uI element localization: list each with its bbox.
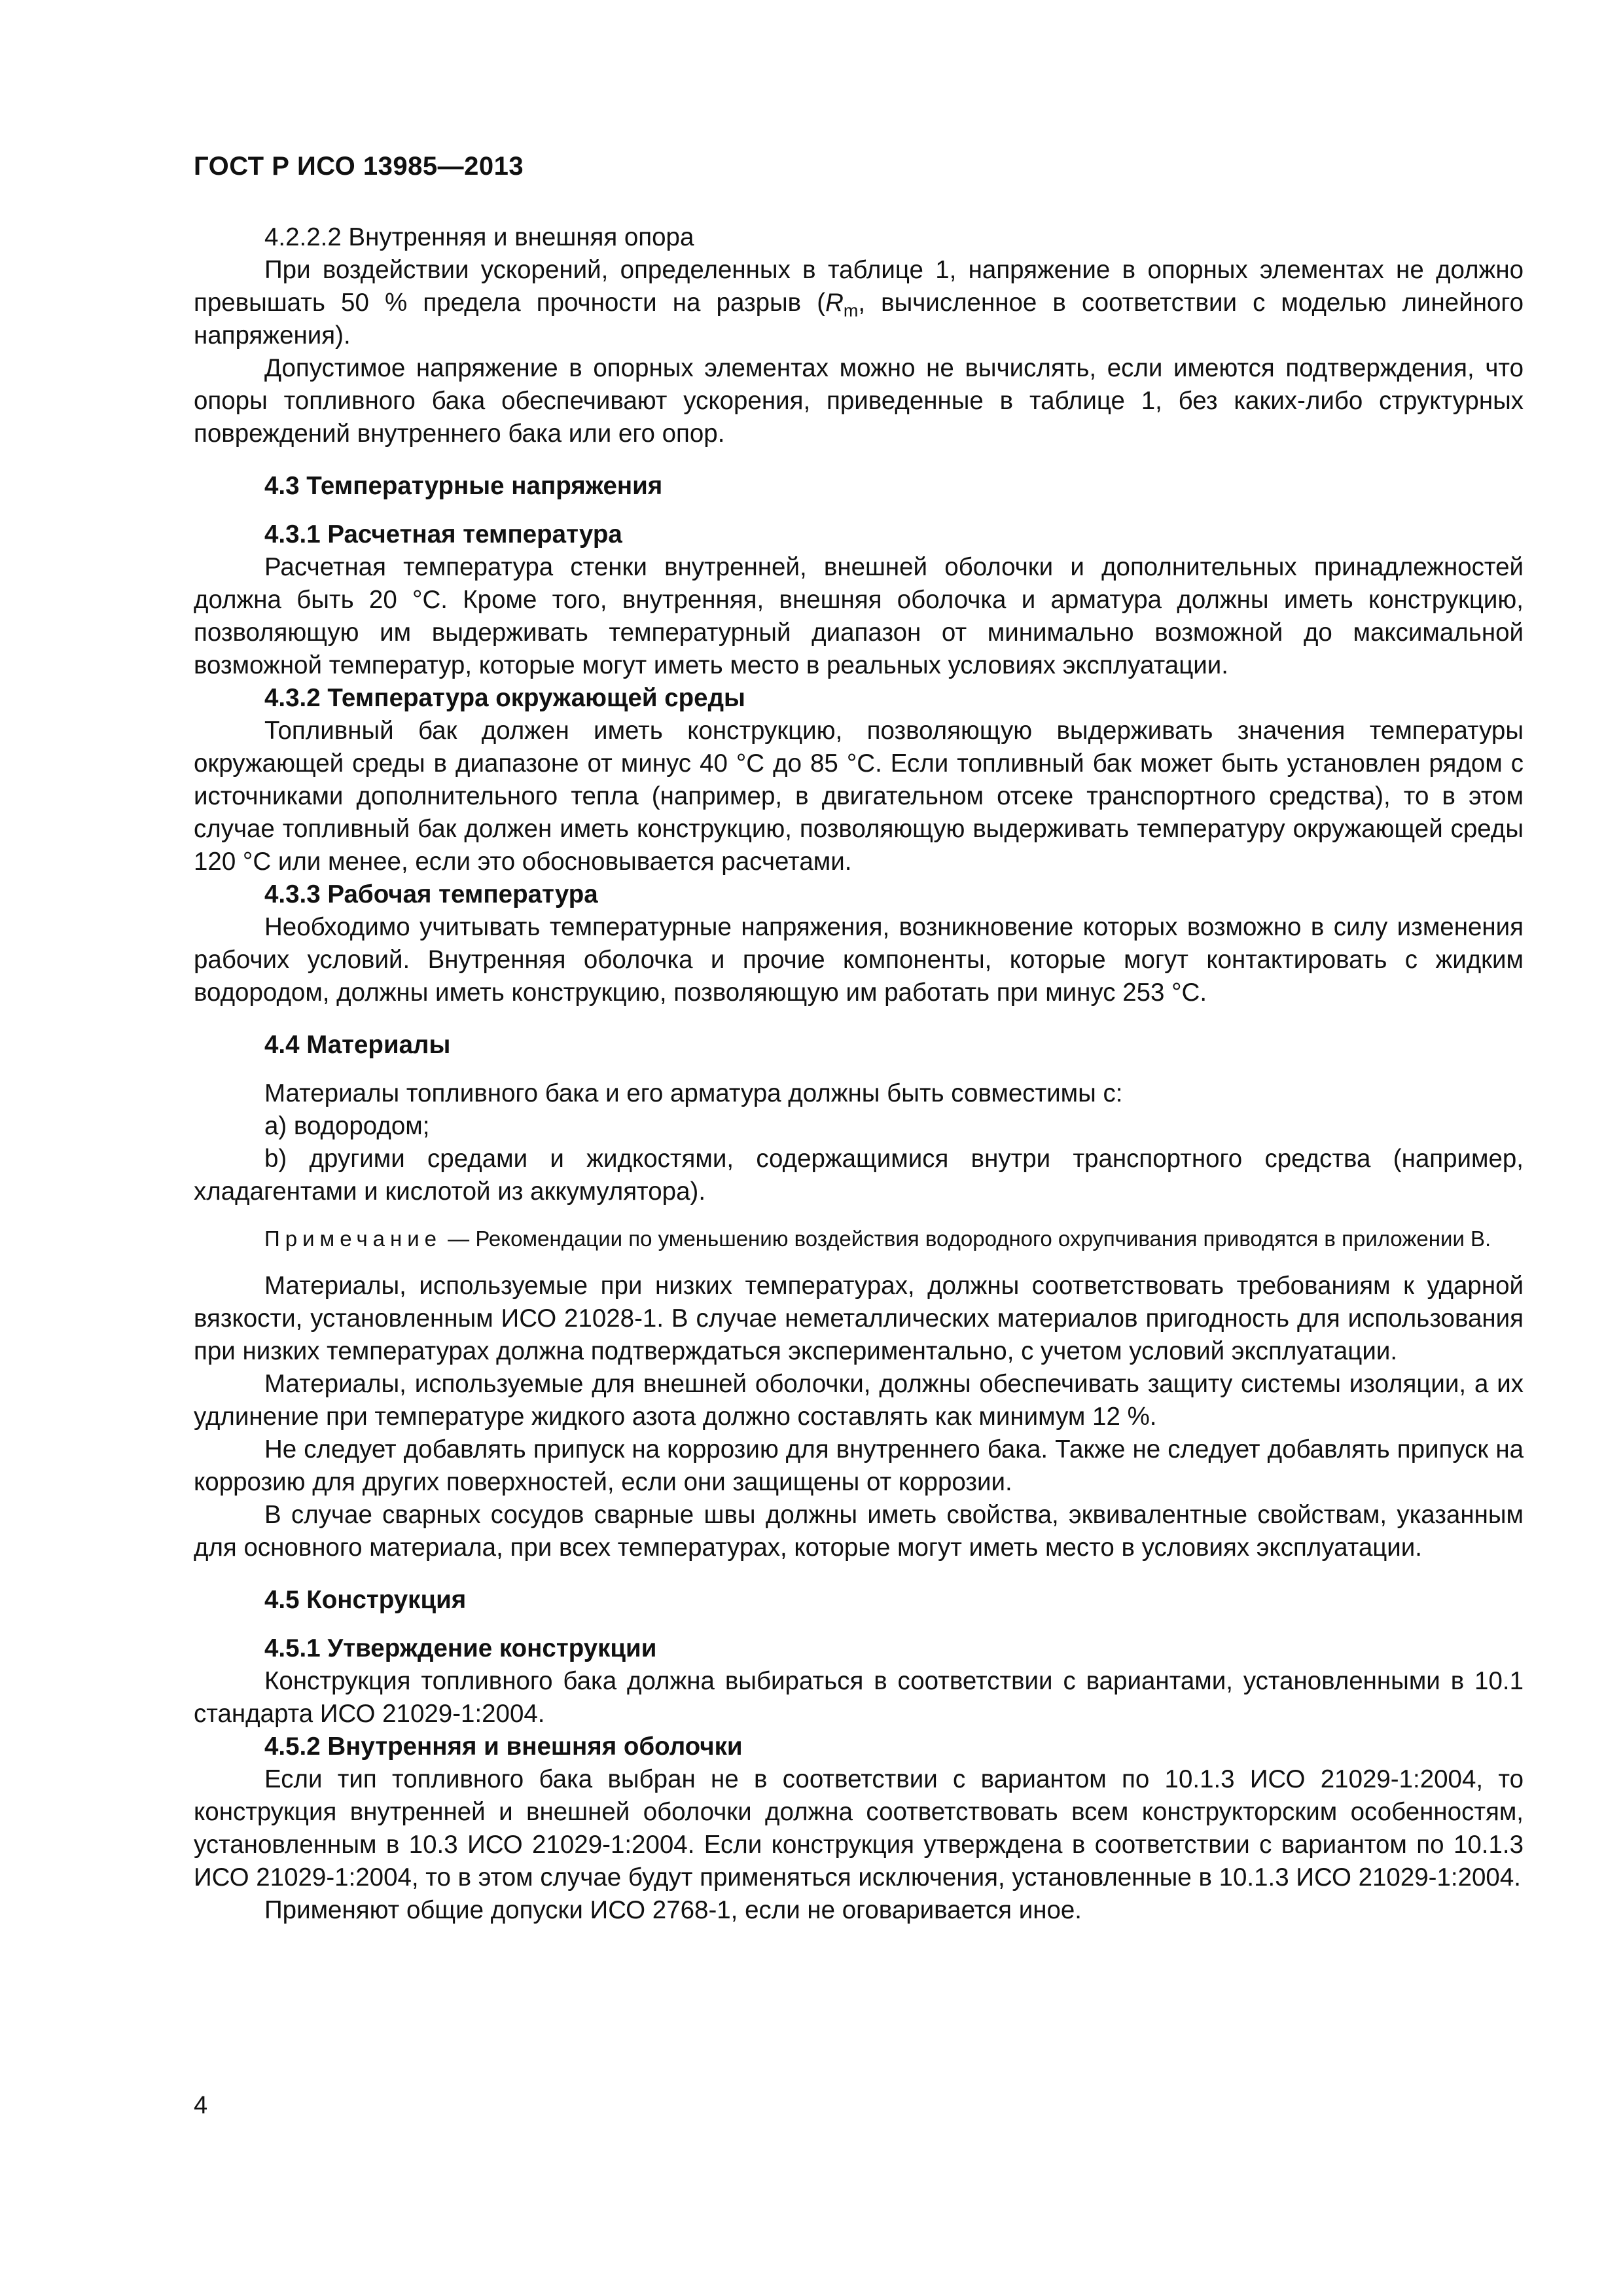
paragraph-allowable-stress: Допустимое напряжение в опорных элементах можно не вычислять, если имеются подтверждения, что опоры топливного бака обеспечивают ускорения, приведенные в таблице 1, без каких-либо структурных повреждений внутреннего бака или его опор. [194,354,1524,448]
page-number: 4 [194,2092,208,2119]
list-item-b: b) другими средами и жидкостями, содержащимися внутри транспортного средства (например, хладагентами и кислотой из аккумулятора). [194,1145,1524,1206]
spacer [194,1009,1524,1029]
paragraph-welded-vessels: В случае сварных сосудов сварные швы должны иметь свойства, эквивалентные свойствам, указанным для основного материала, при всех температурах, которые могут иметь место в условиях эксплуатации. [194,1501,1524,1562]
paragraph-support-stress [194,254,1524,352]
paragraph-materials-intro: Материалы топливного бака и его арматура должны быть совместимы с: [264,1079,1123,1107]
note-label: Примечание [264,1227,442,1251]
paragraph-low-temp-materials: Материалы, используемые при низких температурах, должны соответствовать требованиям к ударной вязкости, установленным ИСО 21028-1. В случае неметаллических материалов пригодность для использования при низких температурах должна подтверждаться экспериментально, с учетом условий эксплуатации. [194,1272,1524,1365]
section-4-3-title: 4.3 Температурные напряжения [264,472,663,500]
spacer [194,1564,1524,1584]
subsection-4-3-2-title: 4.3.2 Температура окружающей среды [264,684,745,712]
note-text: — Рекомендации по уменьшению воздействия водородного охрупчивания приводятся в приложении В. [442,1227,1491,1251]
spacer [194,503,1524,518]
spacer [194,1617,1524,1632]
document-body [194,221,1524,1927]
standard-designation: ГОСТ Р ИСО 13985—2013 [194,152,524,181]
subsection-4-3-1-title: 4.3.1 Расчетная температура [264,520,622,548]
spacer [194,1208,1524,1224]
spacer [194,450,1524,470]
paragraph-outer-shell-materials: Материалы, используемые для внешней оболочки, должны обеспечивать защиту системы изоляции, а их удлинение при температуре жидкого азота должно составлять как минимум 12 %. [194,1370,1524,1431]
section-4-4-title: 4.4 Материалы [264,1031,451,1059]
subsection-4-3-3-title: 4.3.3 Рабочая температура [264,880,598,908]
symbol-subscript-m: m [843,300,859,321]
subsection-4-2-2-2-title: 4.2.2.2 Внутренняя и внешняя опора [264,223,694,251]
paragraph-ambient-temperature: Топливный бак должен иметь конструкцию, позволяющую выдерживать значения температуры окружающей среды в диапазоне от минус 40 °С до 85 °С. Если топливный бак может быть установлен рядом с источниками дополнительного тепла (например, в двигательном отсеке транспортного средства), то в этом случае топливный бак должен иметь конструкцию, позволяющую выдерживать температуру окружающей среды 120 °С или менее, если это обосновывается расчетами. [194,717,1524,876]
spacer [194,1254,1524,1270]
spacer [194,1062,1524,1077]
subsection-4-5-2-title: 4.5.2 Внутренняя и внешняя оболочки [264,1732,743,1761]
symbol-r: R [825,289,844,317]
paragraph-design-approval: Конструкция топливного бака должна выбираться в соответствии с вариантами, установленными в 10.1 стандарта ИСО 21029-1:2004. [194,1667,1524,1728]
paragraph-shell-design: Если тип топливного бака выбран не в соответствии с вариантом по 10.1.3 ИСО 21029-1:2004, то конструкция внутренней и внешней оболочки должна соответствовать всем конструкторским особенностям, установленным в 10.3 ИСО 21029-1:2004. Если конструкция утверждена в соответствии с вариантом по 10.1.3 ИСО 21029-1:2004, то в этом случае будут применяться исключения, установленные в 10.1.3 ИСО 21029-1:2004. [194,1765,1524,1892]
paragraph-corrosion-allowance: Не следует добавлять припуск на коррозию для внутреннего бака. Также не следует добавлять припуск на коррозию для других поверхностей, если они защищены от коррозии. [194,1435,1524,1496]
paragraph-design-temperature: Расчетная температура стенки внутренней, внешней оболочки и дополнительных принадлежностей должна быть 20 °С. Кроме того, внутренняя, внешняя оболочка и арматура должны иметь конструкцию, позволяющую им выдерживать температурный диапазон от минимально возможной до максимальной возможной температур, которые могут иметь место в реальных условиях эксплуатации. [194,553,1524,679]
paragraph-text: , вычисленное в соответствии с моделью линейного напряжения). [194,289,1524,350]
list-item-a: a) водородом; [264,1112,430,1140]
paragraph-general-tolerances: Применяют общие допуски ИСО 2768-1, если не оговаривается иное. [264,1896,1082,1924]
note [194,1224,1524,1254]
paragraph-operating-temperature: Необходимо учитывать температурные напряжения, возникновение которых возможно в силу изменения рабочих условий. Внутренняя оболочка и прочие компоненты, которые могут контактировать с жидким водородом, должны иметь конструкцию, позволяющую им работать при минус 253 °С. [194,913,1524,1007]
paragraph-text: При воздействии ускорений, определенных в таблице 1, напряжение в опорных элементах не должно превышать 50 % предела прочности на разрыв ( [194,256,1524,317]
section-4-5-title: 4.5 Конструкция [264,1586,467,1614]
subsection-4-5-1-title: 4.5.1 Утверждение конструкции [264,1634,657,1662]
